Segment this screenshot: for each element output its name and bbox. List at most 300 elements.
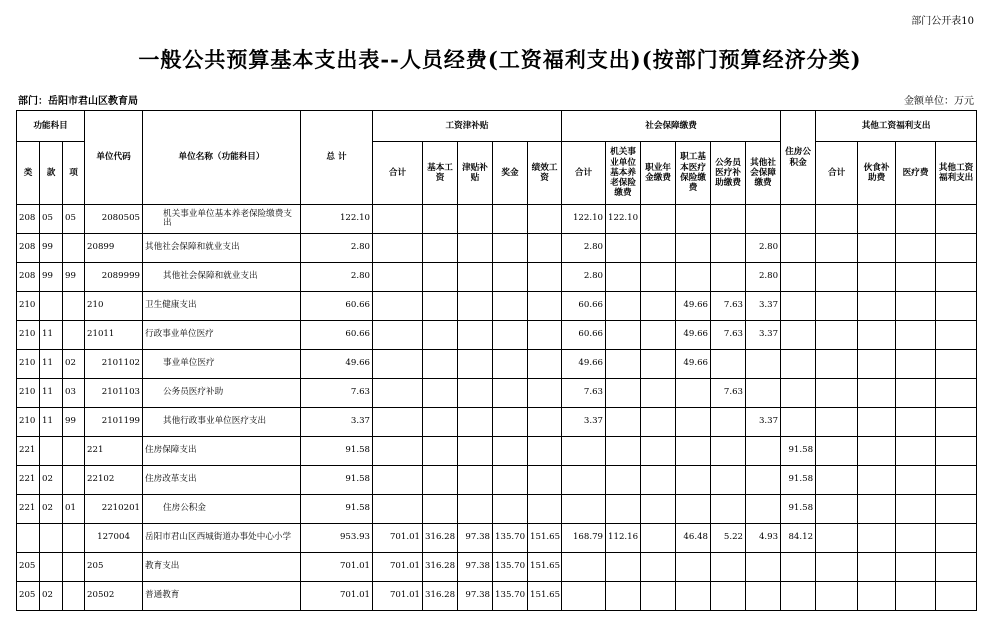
cell-unit-name: 其他行政事业单位医疗支出: [143, 408, 301, 437]
header-total: 总 计: [301, 111, 373, 205]
cell-lei: 208: [17, 234, 40, 263]
cell-w-allow: [458, 321, 493, 350]
cell-unit-name: 岳阳市君山区西城街道办事处中心小学: [143, 524, 301, 553]
cell-s-annuity: [641, 524, 676, 553]
cell-o-other: [936, 582, 977, 611]
table-row: [17, 379, 977, 408]
cell-kuan: 11: [40, 350, 63, 379]
cell-kuan: 02: [40, 582, 63, 611]
cell-s-other: 4.93: [746, 524, 781, 553]
cell-unit-name: 机关事业单位基本养老保险缴费支出: [143, 205, 301, 234]
header-func-subject: 功能科目: [17, 111, 85, 142]
cell-s-pension: [606, 234, 641, 263]
header-bonus: 奖金: [493, 142, 528, 205]
cell-lei: 221: [17, 495, 40, 524]
cell-w-allow: 97.38: [458, 582, 493, 611]
cell-housing: [781, 553, 816, 582]
cell-s-other: [746, 466, 781, 495]
cell-s-sub: 3.37: [562, 408, 606, 437]
cell-w-basic: [423, 437, 458, 466]
cell-s-other: 2.80: [746, 263, 781, 292]
header-lei: 类: [17, 142, 40, 205]
cell-s-sub: 60.66: [562, 292, 606, 321]
cell-o-med: [896, 495, 936, 524]
cell-unit-name: 其他社会保障和就业支出: [143, 234, 301, 263]
cell-housing: 84.12: [781, 524, 816, 553]
header-other-social: 其他社会保障缴费: [746, 142, 781, 205]
cell-o-med: [896, 524, 936, 553]
cell-lei: 221: [17, 466, 40, 495]
cell-w-perf: 151.65: [528, 524, 562, 553]
cell-kuan: 99: [40, 263, 63, 292]
table-row: [17, 553, 977, 582]
cell-lei: 208: [17, 263, 40, 292]
cell-s-sub: 122.10: [562, 205, 606, 234]
cell-o-meal: [858, 582, 896, 611]
cell-s-civil: [711, 263, 746, 292]
cell-o-med: [896, 350, 936, 379]
cell-unit-name: 住房保障支出: [143, 437, 301, 466]
cell-w-bonus: [493, 408, 528, 437]
cell-o-sub: [816, 263, 858, 292]
cell-o-other: [936, 234, 977, 263]
header-other-group: 其他工资福利支出: [816, 111, 977, 142]
cell-w-perf: [528, 495, 562, 524]
cell-o-med: [896, 553, 936, 582]
cell-kuan: [40, 553, 63, 582]
cell-total: 2.80: [301, 263, 373, 292]
cell-s-medical: [676, 263, 711, 292]
cell-o-meal: [858, 466, 896, 495]
cell-s-medical: [676, 437, 711, 466]
cell-s-medical: [676, 205, 711, 234]
cell-unit-name: 事业单位医疗: [143, 350, 301, 379]
cell-o-meal: [858, 321, 896, 350]
cell-s-civil: [711, 205, 746, 234]
cell-lei: [17, 524, 40, 553]
cell-unit-name: 住房改革支出: [143, 466, 301, 495]
cell-s-civil: 5.22: [711, 524, 746, 553]
cell-o-med: [896, 408, 936, 437]
cell-w-basic: [423, 408, 458, 437]
cell-s-pension: [606, 350, 641, 379]
cell-s-medical: [676, 553, 711, 582]
cell-w-perf: [528, 350, 562, 379]
header-performance: 绩效工资: [528, 142, 562, 205]
cell-w-allow: 97.38: [458, 553, 493, 582]
cell-o-other: [936, 495, 977, 524]
cell-kuan: 11: [40, 379, 63, 408]
cell-s-sub: [562, 437, 606, 466]
cell-w-perf: 151.65: [528, 582, 562, 611]
cell-w-bonus: [493, 292, 528, 321]
cell-w-basic: [423, 466, 458, 495]
header-kuan: 款: [40, 142, 63, 205]
cell-unit-code: 2089999: [85, 263, 143, 292]
cell-o-meal: [858, 495, 896, 524]
cell-kuan: 11: [40, 408, 63, 437]
department-label: 部门：岳阳市君山区教育局: [18, 96, 138, 107]
table-row: [17, 350, 977, 379]
cell-w-sub: [373, 234, 423, 263]
cell-unit-code: 2080505: [85, 205, 143, 234]
cell-o-other: [936, 379, 977, 408]
cell-xiang: [63, 466, 85, 495]
cell-xiang: 03: [63, 379, 85, 408]
cell-kuan: [40, 292, 63, 321]
cell-s-pension: [606, 292, 641, 321]
cell-lei: 208: [17, 205, 40, 234]
cell-s-pension: [606, 263, 641, 292]
cell-w-perf: [528, 408, 562, 437]
cell-xiang: [63, 292, 85, 321]
cell-s-pension: 112.16: [606, 524, 641, 553]
cell-total: 3.37: [301, 408, 373, 437]
cell-o-meal: [858, 350, 896, 379]
cell-s-pension: [606, 466, 641, 495]
cell-o-med: [896, 321, 936, 350]
cell-housing: [781, 292, 816, 321]
cell-s-medical: 49.66: [676, 350, 711, 379]
cell-total: 49.66: [301, 350, 373, 379]
table-row: [17, 234, 977, 263]
cell-o-sub: [816, 408, 858, 437]
table-row: [17, 408, 977, 437]
cell-s-civil: [711, 437, 746, 466]
cell-s-civil: [711, 582, 746, 611]
cell-housing: [781, 205, 816, 234]
cell-lei: 210: [17, 408, 40, 437]
cell-w-allow: [458, 263, 493, 292]
budget-table: [16, 110, 977, 611]
cell-w-sub: [373, 495, 423, 524]
cell-lei: 210: [17, 350, 40, 379]
cell-w-allow: [458, 292, 493, 321]
header-pension: 机关事业单位基本养老保险缴费: [606, 142, 641, 205]
cell-unit-code: 205: [85, 553, 143, 582]
table-row: [17, 466, 977, 495]
cell-xiang: [63, 234, 85, 263]
cell-w-allow: [458, 495, 493, 524]
cell-w-basic: [423, 263, 458, 292]
cell-s-civil: [711, 350, 746, 379]
cell-unit-name: 教育支出: [143, 553, 301, 582]
cell-w-bonus: [493, 205, 528, 234]
cell-o-other: [936, 205, 977, 234]
cell-s-annuity: [641, 408, 676, 437]
cell-w-bonus: [493, 495, 528, 524]
cell-s-annuity: [641, 350, 676, 379]
cell-s-civil: 7.63: [711, 379, 746, 408]
cell-s-medical: 46.48: [676, 524, 711, 553]
table-row: [17, 321, 977, 350]
cell-housing: 91.58: [781, 466, 816, 495]
cell-s-other: 3.37: [746, 408, 781, 437]
table-number: 部门公开表10: [911, 16, 974, 27]
cell-lei: 210: [17, 321, 40, 350]
cell-unit-code: 21011: [85, 321, 143, 350]
cell-w-sub: [373, 350, 423, 379]
cell-s-civil: [711, 553, 746, 582]
amount-unit-label: 金额单位：万元: [904, 96, 974, 107]
cell-s-annuity: [641, 234, 676, 263]
cell-s-other: [746, 379, 781, 408]
cell-s-annuity: [641, 263, 676, 292]
cell-s-other: 2.80: [746, 234, 781, 263]
table-row: [17, 524, 977, 553]
cell-o-other: [936, 292, 977, 321]
cell-w-allow: [458, 205, 493, 234]
table-row: [17, 292, 977, 321]
cell-s-civil: [711, 234, 746, 263]
cell-s-pension: [606, 408, 641, 437]
cell-unit-code: 127004: [85, 524, 143, 553]
cell-w-perf: [528, 263, 562, 292]
cell-s-sub: [562, 582, 606, 611]
cell-s-civil: [711, 466, 746, 495]
cell-unit-name: 普通教育: [143, 582, 301, 611]
cell-xiang: 01: [63, 495, 85, 524]
cell-unit-code: 20502: [85, 582, 143, 611]
cell-total: 91.58: [301, 495, 373, 524]
cell-s-pension: 122.10: [606, 205, 641, 234]
cell-s-annuity: [641, 553, 676, 582]
cell-s-annuity: [641, 466, 676, 495]
cell-o-other: [936, 263, 977, 292]
cell-kuan: [40, 524, 63, 553]
cell-unit-code: 20899: [85, 234, 143, 263]
cell-w-basic: [423, 350, 458, 379]
cell-total: 91.58: [301, 466, 373, 495]
cell-s-other: [746, 495, 781, 524]
header-social-group: 社会保障缴费: [562, 111, 781, 142]
cell-o-meal: [858, 205, 896, 234]
cell-s-sub: 7.63: [562, 379, 606, 408]
header-annuity: 职业年金缴费: [641, 142, 676, 205]
header-civil-medical: 公务员医疗补助缴费: [711, 142, 746, 205]
cell-w-bonus: 135.70: [493, 553, 528, 582]
cell-unit-code: 2210201: [85, 495, 143, 524]
cell-o-meal: [858, 408, 896, 437]
cell-xiang: 02: [63, 350, 85, 379]
cell-w-basic: [423, 379, 458, 408]
header-allowance: 津贴补贴: [458, 142, 493, 205]
cell-o-meal: [858, 437, 896, 466]
cell-kuan: 05: [40, 205, 63, 234]
cell-housing: [781, 234, 816, 263]
header-medical: 职工基本医疗保险缴费: [676, 142, 711, 205]
cell-w-sub: [373, 321, 423, 350]
cell-s-medical: [676, 408, 711, 437]
cell-w-basic: [423, 234, 458, 263]
cell-s-other: [746, 205, 781, 234]
cell-o-sub: [816, 524, 858, 553]
cell-w-sub: [373, 408, 423, 437]
cell-lei: 210: [17, 379, 40, 408]
cell-xiang: 99: [63, 408, 85, 437]
cell-w-bonus: [493, 466, 528, 495]
cell-s-annuity: [641, 495, 676, 524]
cell-w-sub: [373, 466, 423, 495]
cell-s-civil: 7.63: [711, 321, 746, 350]
cell-unit-code: 210: [85, 292, 143, 321]
cell-housing: [781, 321, 816, 350]
cell-w-sub: [373, 379, 423, 408]
cell-s-other: 3.37: [746, 321, 781, 350]
header-xiang: 项: [63, 142, 85, 205]
cell-o-sub: [816, 292, 858, 321]
cell-w-perf: [528, 205, 562, 234]
cell-s-annuity: [641, 205, 676, 234]
cell-o-sub: [816, 495, 858, 524]
cell-w-bonus: 135.70: [493, 582, 528, 611]
cell-w-perf: [528, 234, 562, 263]
cell-s-sub: [562, 495, 606, 524]
cell-w-basic: 316.28: [423, 553, 458, 582]
cell-housing: [781, 582, 816, 611]
cell-s-other: [746, 350, 781, 379]
header-other-subtotal: 合计: [816, 142, 858, 205]
cell-o-other: [936, 553, 977, 582]
cell-o-other: [936, 466, 977, 495]
cell-w-bonus: [493, 437, 528, 466]
cell-w-perf: [528, 292, 562, 321]
cell-xiang: 99: [63, 263, 85, 292]
cell-housing: [781, 379, 816, 408]
cell-w-basic: [423, 495, 458, 524]
cell-housing: 91.58: [781, 495, 816, 524]
cell-kuan: [40, 437, 63, 466]
cell-w-sub: [373, 292, 423, 321]
cell-kuan: 02: [40, 466, 63, 495]
cell-s-medical: [676, 466, 711, 495]
cell-w-sub: [373, 437, 423, 466]
cell-w-allow: [458, 234, 493, 263]
cell-s-pension: [606, 495, 641, 524]
cell-o-meal: [858, 292, 896, 321]
cell-o-other: [936, 524, 977, 553]
cell-w-bonus: 135.70: [493, 524, 528, 553]
cell-o-sub: [816, 582, 858, 611]
cell-w-bonus: [493, 263, 528, 292]
cell-s-annuity: [641, 292, 676, 321]
table-row: [17, 437, 977, 466]
table-row: [17, 205, 977, 234]
cell-o-sub: [816, 234, 858, 263]
cell-s-sub: 49.66: [562, 350, 606, 379]
cell-s-medical: 49.66: [676, 321, 711, 350]
cell-w-bonus: [493, 379, 528, 408]
cell-housing: [781, 408, 816, 437]
cell-w-allow: [458, 437, 493, 466]
cell-housing: [781, 263, 816, 292]
cell-s-medical: [676, 495, 711, 524]
header-med-fee: 医疗费: [896, 142, 936, 205]
cell-w-perf: [528, 321, 562, 350]
cell-w-sub: [373, 263, 423, 292]
cell-s-pension: [606, 379, 641, 408]
cell-s-pension: [606, 321, 641, 350]
cell-w-perf: 151.65: [528, 553, 562, 582]
cell-lei: 205: [17, 582, 40, 611]
cell-kuan: 02: [40, 495, 63, 524]
cell-housing: [781, 350, 816, 379]
cell-o-meal: [858, 263, 896, 292]
cell-w-perf: [528, 379, 562, 408]
cell-s-annuity: [641, 582, 676, 611]
cell-w-allow: [458, 408, 493, 437]
cell-total: 701.01: [301, 582, 373, 611]
cell-total: 7.63: [301, 379, 373, 408]
cell-w-allow: 97.38: [458, 524, 493, 553]
cell-w-perf: [528, 466, 562, 495]
page-title: 一般公共预算基本支出表--人员经费(工资福利支出)(按部门预算经济分类): [138, 47, 862, 72]
cell-w-basic: [423, 205, 458, 234]
cell-s-civil: 7.63: [711, 292, 746, 321]
cell-o-med: [896, 379, 936, 408]
header-other-welfare: 其他工资福利支出: [936, 142, 977, 205]
cell-s-other: [746, 582, 781, 611]
cell-w-sub: 701.01: [373, 524, 423, 553]
cell-o-med: [896, 437, 936, 466]
header-housing: 住房公积金: [781, 111, 816, 205]
cell-unit-code: 221: [85, 437, 143, 466]
cell-o-sub: [816, 553, 858, 582]
cell-o-med: [896, 292, 936, 321]
cell-unit-name: 住房公积金: [143, 495, 301, 524]
cell-s-sub: 60.66: [562, 321, 606, 350]
cell-w-sub: 701.01: [373, 553, 423, 582]
cell-o-meal: [858, 379, 896, 408]
cell-unit-name: 行政事业单位医疗: [143, 321, 301, 350]
cell-total: 122.10: [301, 205, 373, 234]
cell-kuan: 11: [40, 321, 63, 350]
cell-xiang: [63, 321, 85, 350]
cell-unit-code: 22102: [85, 466, 143, 495]
cell-s-civil: [711, 495, 746, 524]
cell-o-other: [936, 321, 977, 350]
cell-xiang: [63, 553, 85, 582]
cell-w-bonus: [493, 350, 528, 379]
cell-o-meal: [858, 234, 896, 263]
cell-s-pension: [606, 553, 641, 582]
cell-o-sub: [816, 437, 858, 466]
header-meal: 伙食补助费: [858, 142, 896, 205]
table-row: [17, 263, 977, 292]
cell-s-medical: [676, 582, 711, 611]
cell-s-sub: 168.79: [562, 524, 606, 553]
cell-lei: 210: [17, 292, 40, 321]
cell-s-annuity: [641, 321, 676, 350]
cell-o-meal: [858, 524, 896, 553]
cell-w-sub: 701.01: [373, 582, 423, 611]
cell-unit-name: 卫生健康支出: [143, 292, 301, 321]
header-wage-subtotal: 合计: [373, 142, 423, 205]
cell-s-other: [746, 553, 781, 582]
cell-w-basic: 316.28: [423, 524, 458, 553]
cell-s-pension: [606, 582, 641, 611]
cell-total: 91.58: [301, 437, 373, 466]
cell-o-other: [936, 350, 977, 379]
cell-xiang: [63, 437, 85, 466]
cell-s-other: 3.37: [746, 292, 781, 321]
cell-w-basic: 316.28: [423, 582, 458, 611]
cell-w-bonus: [493, 321, 528, 350]
cell-s-sub: 2.80: [562, 263, 606, 292]
cell-w-basic: [423, 321, 458, 350]
cell-o-med: [896, 582, 936, 611]
cell-o-sub: [816, 379, 858, 408]
